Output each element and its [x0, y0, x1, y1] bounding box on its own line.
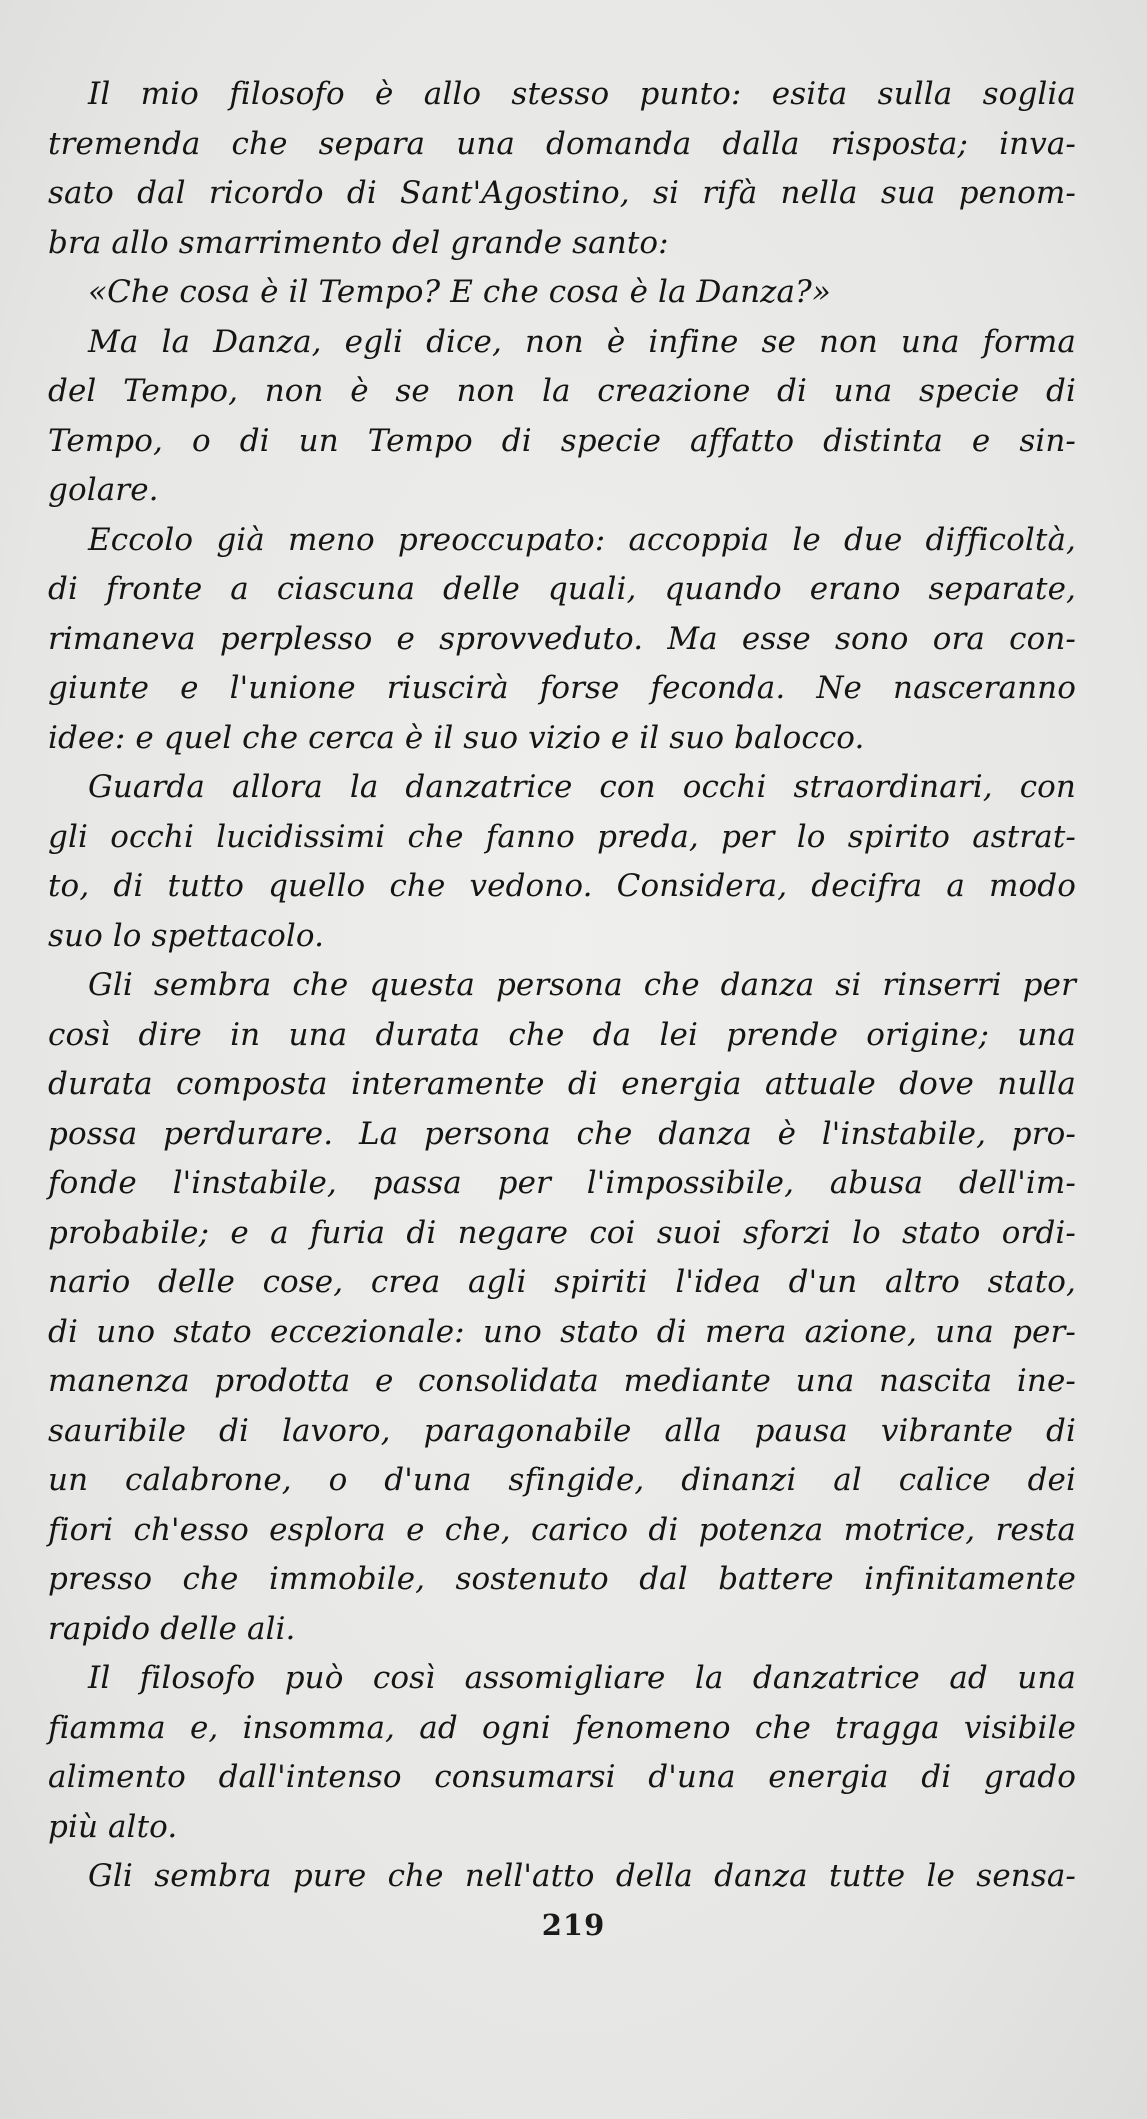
- text-line: Il mio filosofo è allo stesso punto: esita sulla soglia: [88, 76, 1076, 112]
- text-line: Ma la Danza, egli dice, non è infine se non una forma: [88, 323, 1076, 360]
- text-line: nario delle cose, crea agli spiriti l'idea d'un altro stato,: [48, 1264, 1076, 1300]
- text-line: «Che cosa è il Tempo? E che cosa è la Danza?»: [88, 274, 831, 310]
- text-line: bra allo smarrimento del grande santo:: [48, 224, 669, 261]
- text-line: sauribile di lavoro, paragonabile alla pausa vibrante di: [48, 1412, 1076, 1449]
- text-line: to, di tutto quello che vedono. Considera, decifra a modo: [48, 868, 1076, 904]
- text-line: sato dal ricordo di Sant'Agostino, si rifà nella sua penom-: [48, 175, 1076, 211]
- text-line: Il filosofo può così assomigliare la danzatrice ad una: [88, 1660, 1076, 1696]
- text-line: probabile; e a furia di negare coi suoi sforzi lo stato ordi-: [48, 1214, 1076, 1251]
- text-line: idee: e quel che cerca è il suo vizio e il suo balocco.: [48, 719, 865, 756]
- text-line: suo lo spettacolo.: [48, 917, 325, 954]
- text-line: di uno stato eccezionale: uno stato di mera azione, una per-: [48, 1313, 1076, 1350]
- text-line: presso che immobile, sostenuto dal battere infinitamente: [48, 1561, 1076, 1597]
- text-line: giunte e l'unione riuscirà forse feconda. Ne nasceranno: [48, 670, 1076, 706]
- text-line: più alto.: [48, 1808, 178, 1845]
- text-line: gli occhi lucidissimi che fanno preda, per lo spirito astrat-: [48, 818, 1076, 855]
- text-line: un calabrone, o d'una sfingide, dinanzi al calice dei: [48, 1462, 1076, 1498]
- text-line: rapido delle ali.: [48, 1610, 296, 1647]
- text-line: Tempo, o di un Tempo di specie affatto distinta e sin-: [48, 422, 1076, 459]
- text-line: del Tempo, non è se non la creazione di una specie di: [48, 373, 1076, 409]
- text-line: durata composta interamente di energia attuale dove nulla: [48, 1066, 1076, 1102]
- text-line: di fronte a ciascuna delle quali, quando erano separate,: [48, 571, 1076, 607]
- text-line: possa perdurare. La persona che danza è l'instabile, pro-: [48, 1115, 1076, 1152]
- text-line: tremenda che separa una domanda dalla risposta; inva-: [48, 125, 1076, 162]
- text-line: manenza prodotta e consolidata mediante una nascita ine-: [48, 1363, 1076, 1399]
- text-line: alimento dall'intenso consumarsi d'una energia di grado: [48, 1759, 1076, 1795]
- body-text: [48, 70, 1076, 1902]
- text-line: così dire in una durata che da lei prende origine; una: [48, 1016, 1076, 1053]
- text-line: Gli sembra pure che nell'atto della danza tutte le sensa-: [88, 1858, 1076, 1894]
- text-line: fiamma e, insomma, ad ogni fenomeno che tragga visibile: [48, 1709, 1076, 1746]
- text-line: Eccolo già meno preoccupato: accoppia le due difficoltà,: [88, 521, 1076, 558]
- text-line: Guarda allora la danzatrice con occhi straordinari, con: [88, 769, 1076, 805]
- text-line: rimaneva perplesso e sprovveduto. Ma esse sono ora con-: [48, 620, 1076, 657]
- text-line: fonde l'instabile, passa per l'impossibile, abusa dell'im-: [48, 1165, 1076, 1201]
- page-number: 219: [541, 1908, 606, 1942]
- text-line: Gli sembra che questa persona che danza si rinserri per: [88, 967, 1076, 1003]
- text-line: fiori ch'esso esplora e che, carico di potenza motrice, resta: [48, 1511, 1076, 1548]
- text-line: golare.: [48, 472, 159, 508]
